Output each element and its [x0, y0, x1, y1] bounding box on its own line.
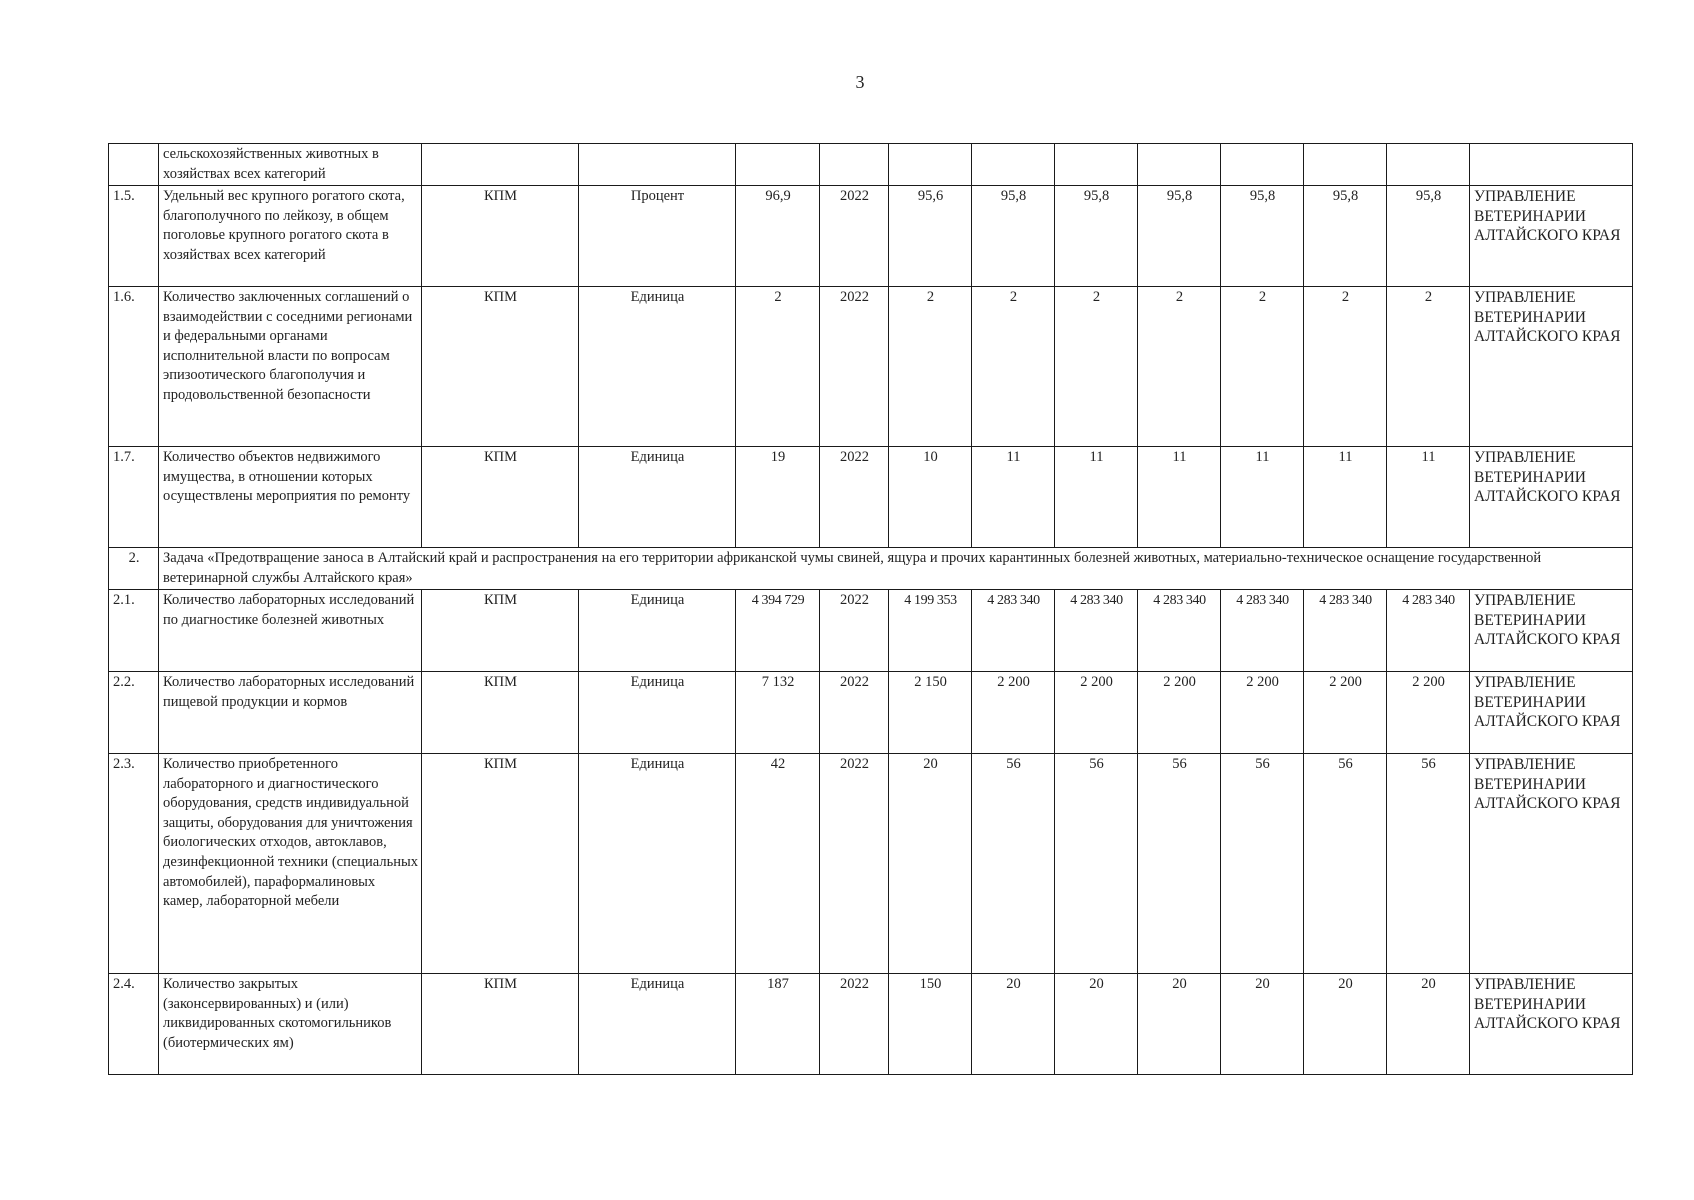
cell-base: 19 [736, 447, 820, 548]
cell-value: 11 [1055, 447, 1138, 548]
cell-type: КПМ [422, 754, 579, 974]
cell-value: 2 150 [889, 672, 972, 754]
cell-unit: Единица [579, 287, 736, 447]
cell-no: 2.4. [109, 974, 159, 1075]
cell-value: 56 [1138, 754, 1221, 974]
cell-unit: Единица [579, 590, 736, 672]
table-row [109, 974, 1633, 1075]
cell-value: 2 [1387, 287, 1470, 447]
cell-no [109, 144, 159, 186]
cell-responsible: УПРАВЛЕНИЕ ВЕТЕРИНАРИИ АЛТАЙСКОГО КРАЯ [1470, 672, 1633, 754]
cell-unit: Единица [579, 672, 736, 754]
cell-value: 95,8 [1221, 186, 1304, 287]
cell-value: 95,8 [1304, 186, 1387, 287]
cell-name: Количество закрытых (законсервированных) и (или) ликвидированных скотомогильников (биотермических ям) [159, 974, 422, 1075]
cell-value: 4 283 340 [1055, 590, 1138, 672]
cell-value: 20 [1387, 974, 1470, 1075]
cell-value: 11 [1387, 447, 1470, 548]
table-row [109, 447, 1633, 548]
cell-base: 187 [736, 974, 820, 1075]
cell-value: 20 [1055, 974, 1138, 1075]
cell-value: 11 [1221, 447, 1304, 548]
cell-unit: Единица [579, 754, 736, 974]
cell-type: КПМ [422, 186, 579, 287]
cell-value: 56 [1304, 754, 1387, 974]
cell-value: 150 [889, 974, 972, 1075]
cell-value: 56 [1055, 754, 1138, 974]
cell-no: 1.6. [109, 287, 159, 447]
cell-value: 4 283 340 [1221, 590, 1304, 672]
cell-value: 2 [1304, 287, 1387, 447]
cell-responsible: УПРАВЛЕНИЕ ВЕТЕРИНАРИИ АЛТАЙСКОГО КРАЯ [1470, 974, 1633, 1075]
cell-year: 2022 [820, 974, 889, 1075]
task-row [109, 548, 1633, 590]
cell-unit: Единица [579, 447, 736, 548]
page-number: 3 [855, 72, 865, 92]
cell-value: 20 [1304, 974, 1387, 1075]
cell-value: 2 [972, 287, 1055, 447]
cell-type: КПМ [422, 974, 579, 1075]
cell-no: 2. [109, 548, 159, 590]
cell-value: 20 [1221, 974, 1304, 1075]
cell-responsible: УПРАВЛЕНИЕ ВЕТЕРИНАРИИ АЛТАЙСКОГО КРАЯ [1470, 287, 1633, 447]
cell-value: 2 200 [1055, 672, 1138, 754]
cell-value: 95,8 [972, 186, 1055, 287]
cell-type: КПМ [422, 672, 579, 754]
cell-type: КПМ [422, 287, 579, 447]
table-row [109, 186, 1633, 287]
cell-no: 1.7. [109, 447, 159, 548]
cell-value: 20 [889, 754, 972, 974]
cell-name: Количество объектов недвижимого имущества, в отношении которых осуществлены мероприятия по ремонту [159, 447, 422, 548]
cell-value: 95,8 [1055, 186, 1138, 287]
cell-value: 4 283 340 [1387, 590, 1470, 672]
cell-value: 2 200 [1387, 672, 1470, 754]
cell-value: 56 [972, 754, 1055, 974]
cell-name: сельскохозяйственных животных в хозяйствах всех категорий [159, 144, 422, 186]
cell-value: 2 [1221, 287, 1304, 447]
cell-unit: Процент [579, 186, 736, 287]
cell-value: 11 [1138, 447, 1221, 548]
cell-responsible: УПРАВЛЕНИЕ ВЕТЕРИНАРИИ АЛТАЙСКОГО КРАЯ [1470, 754, 1633, 974]
cell-responsible: УПРАВЛЕНИЕ ВЕТЕРИНАРИИ АЛТАЙСКОГО КРАЯ [1470, 186, 1633, 287]
cell-value: 2 200 [972, 672, 1055, 754]
cell-value: 4 283 340 [1304, 590, 1387, 672]
cell-name: Количество приобретенного лабораторного и диагностического оборудования, средств индивидуальной защиты, оборудования для уничтожения биологических отходов, автоклавов, дезинфекционной техники (специальных автомобилей), параформалиновых камер, лабораторной мебели [159, 754, 422, 974]
cell-name: Количество заключенных соглашений о взаимодействии с соседними регионами и федеральными органами исполнительной власти по вопросам эпизоотического благополучия и продовольственной безопасности [159, 287, 422, 447]
cell-value: 2 200 [1304, 672, 1387, 754]
cell-name: Удельный вес крупного рогатого скота, благополучного по лейкозу, в общем поголовье крупного рогатого скота в хозяйствах всех категорий [159, 186, 422, 287]
cell-no: 2.2. [109, 672, 159, 754]
table-row [109, 590, 1633, 672]
cell-value: 2 [889, 287, 972, 447]
cell-year: 2022 [820, 590, 889, 672]
cell-value: 4 199 353 [889, 590, 972, 672]
table-row [109, 672, 1633, 754]
cell-value: 95,8 [1387, 186, 1470, 287]
cell-value: 2 200 [1138, 672, 1221, 754]
cell-value: 56 [1387, 754, 1470, 974]
cell-value: 2 [1138, 287, 1221, 447]
cell-unit: Единица [579, 974, 736, 1075]
cell-type: КПМ [422, 590, 579, 672]
cell-base: 96,9 [736, 186, 820, 287]
table-row [109, 287, 1633, 447]
cell-value: 2 200 [1221, 672, 1304, 754]
indicators-table [108, 143, 1633, 1075]
cell-value: 11 [1304, 447, 1387, 548]
cell-year: 2022 [820, 672, 889, 754]
cell-value: 2 [1055, 287, 1138, 447]
cell-responsible: УПРАВЛЕНИЕ ВЕТЕРИНАРИИ АЛТАЙСКОГО КРАЯ [1470, 447, 1633, 548]
cell-value: 10 [889, 447, 972, 548]
cell-value: 4 283 340 [1138, 590, 1221, 672]
cell-value: 4 283 340 [972, 590, 1055, 672]
cell-value: 95,6 [889, 186, 972, 287]
cell-value: 95,8 [1138, 186, 1221, 287]
cell-value: 56 [1221, 754, 1304, 974]
task-text: Задача «Предотвращение заноса в Алтайский край и распространения на его территории африканской чумы свиней, ящура и прочих карантинных болезней животных, материально-техническое оснащение государственной ветеринарной службы Алтайского края» [159, 548, 1633, 590]
cell-value: 11 [972, 447, 1055, 548]
cell-no: 2.3. [109, 754, 159, 974]
cell-year: 2022 [820, 447, 889, 548]
cell-base: 4 394 729 [736, 590, 820, 672]
cell-name: Количество лабораторных исследований пищевой продукции и кормов [159, 672, 422, 754]
cell-base: 2 [736, 287, 820, 447]
cell-year: 2022 [820, 287, 889, 447]
cell-year: 2022 [820, 186, 889, 287]
cell-name: Количество лабораторных исследований по диагностике болезней животных [159, 590, 422, 672]
cell-no: 1.5. [109, 186, 159, 287]
cell-type: КПМ [422, 447, 579, 548]
table-row [109, 754, 1633, 974]
cell-base: 42 [736, 754, 820, 974]
cell-base: 7 132 [736, 672, 820, 754]
table-row-fragment [109, 144, 1633, 186]
cell-value: 20 [1138, 974, 1221, 1075]
cell-value: 20 [972, 974, 1055, 1075]
cell-year: 2022 [820, 754, 889, 974]
cell-no: 2.1. [109, 590, 159, 672]
cell-responsible: УПРАВЛЕНИЕ ВЕТЕРИНАРИИ АЛТАЙСКОГО КРАЯ [1470, 590, 1633, 672]
